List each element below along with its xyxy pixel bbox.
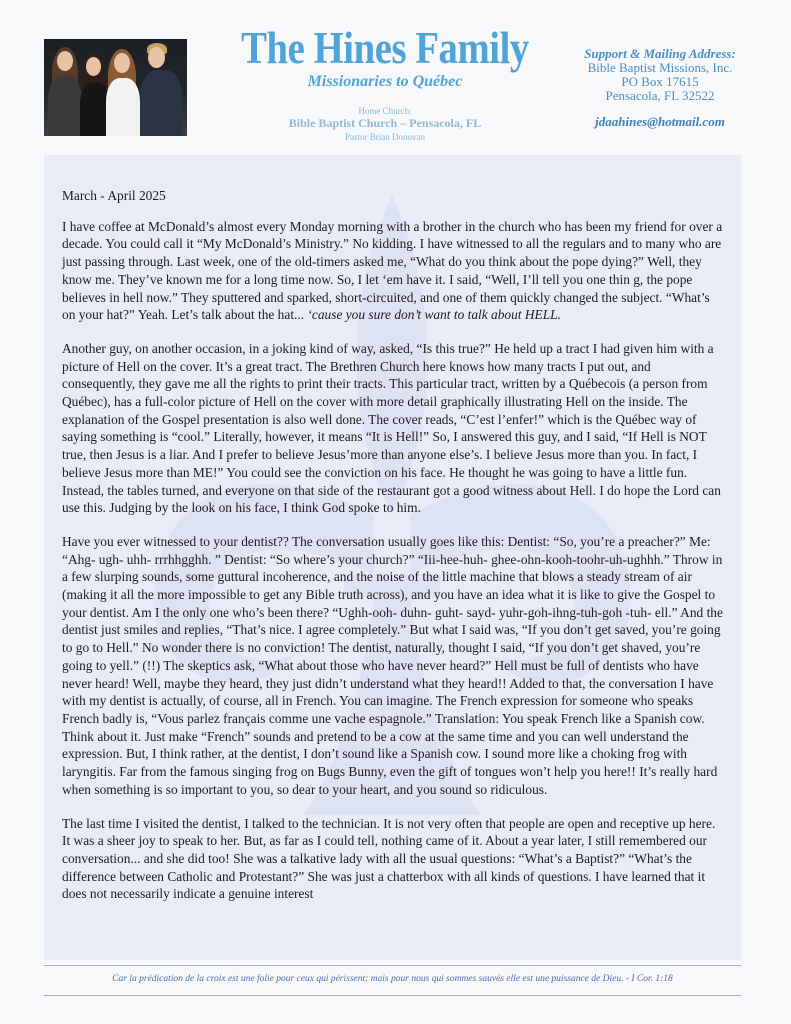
- email-link[interactable]: jdaahines@hotmail.com: [595, 114, 725, 129]
- support-heading: Support & Mailing Address:: [584, 46, 736, 61]
- page-title: The Hines Family: [241, 23, 529, 73]
- subtitle: Missionaries to Québec: [307, 73, 463, 90]
- family-photo: [44, 39, 187, 136]
- home-church-name: Bible Baptist Church – Pensacola, FL: [288, 116, 482, 130]
- support-address-block: [570, 47, 750, 129]
- footer-divider-bottom: [44, 995, 741, 996]
- support-org: Bible Baptist Missions, Inc.: [587, 60, 733, 75]
- paragraph-2: Another guy, on another occasion, in a joking kind of way, asked, “Is this true?” He held up a tract I had given him with a picture of Hell on the cover. It’s a great tract. The Brethren Church here knows how many tracts I put out, and consequently, they gave me all the rights to print their tracts. This particular tract, written by a Québecois (a person from Québec), has a full-color picture of Hell on the cover with more detail graphically illustrating Hell on the inside. The explanation of the Gospel presentation is also well done. The cover reads, “C’est l’enfer!” which is the Québec way of saying something is “cool.” Literally, however, it means “It is Hell!” So, I answered this guy, and I said, “If Hell is NOT true, then Jesus is a liar. And I prefer to believe Jesus’more than anyone else’s. I believe Jesus more than you. In fact, I believe Jesus more than ME!” You could see the conviction on his face. He thought he was going to have a little fun. Instead, the tables turned, and everyone on that side of the restaurant got a good witness about Hell. I do hope the Lord can use this. Judging by the look on his face, I think God spoke to him.: [62, 340, 721, 516]
- footer-divider-top: [44, 965, 741, 966]
- letter-body: [62, 187, 724, 919]
- letter-date: March - April 2025: [62, 188, 166, 203]
- home-church-label: Home Church:: [358, 106, 412, 116]
- paragraph-4: The last time I visited the dentist, I talked to the technician. It is not very often that people are open and receptive up here. It was a sheer joy to speak to her. But, as far as I could tell, nothing came of it. About a year later, I still remembered our conversation... and she did too! She was a talkative lady with all the usual questions: “What’s a Baptist?” “What’s the difference between Catholic and Protestant?” She was just a chatterbox with all kinds of questions. I have learned that it does not necessarily indicate a genuine interest: [62, 815, 716, 902]
- support-po-box: PO Box 17615: [621, 74, 699, 89]
- paragraph-1: I have coffee at McDonald’s almost every Monday morning with a brother in the church who has been my friend for over a decade. You could call it “My McDonald’s Ministry.” No kidding. I have witnessed to all the regulars and to many who are just passing through. Last week, one of the old-timers asked me, “What do you think about the pope dying?” Well, they know me. They’ve known me for a long time now. So, I let ‘em have it. I said, “Well, I’ll tell you one thin g, the pope believes in hell now.” They sputtered and sparked, short-circuited, and one of them quickly changed the subject. “What’s on your hat?” Yeah. Let’s talk about the hat... ‘cause you sure don’t want to talk about HELL.: [62, 218, 723, 323]
- support-city: Pensacola, FL 32522: [605, 88, 715, 103]
- paragraph-3: Have you ever witnessed to your dentist?? The conversation usually goes like this: Dentist: “So, you’re a preacher?” Me: “Ahg- ugh- uhh- rrrhhgghh. ” Dentist: “So where’s your church?” “Iii-hee-huh- ghee-ohn-kooh-toohr-uh-ughhh.” Throw in a few slurping sounds, some guttural incoherence, and the noise of the little machine that blows a steady stream of air (making it all the more impossible to get any Bible truth across), and you have an idea what it is like to give the Gospel to your dentist. Am I the only one who’s been there? “Ughh-ooh- duhn- guht- sayd- yuhr-goh-ihng-tuh-goh -tuh- ell.” And the dentist just smiles and replies, “That’s nice. I agree completely.” But what I said was, “If you don’t get saved, you’re going to go to Hell.” No wonder there is no conviction! The dentist, naturally, thought I said, “If you don’t get shaved, you’re going to yell.” (!!) The skeptics ask, “What about those who have never heard?” Hell must be full of dentists who have never heard! Well, maybe they heard, they just didn’t understand what they heard!! Added to that, the conversation I have with my dentist is actually, of course, all in French. You can imagine. The French expression for someone who speaks French badly is, “Vous parlez français comme une vache espagnole.” Translation: You speak French like a Spanish cow. Think about it. Just make “French” sounds and pretend to be a cow at the same time and you can well understand the expression. But, I think rather, at the dentist, I don’t sound like a Spanish cow. I sound more like a choking frog with laryngitis. Far from the famous singing frog on Bugs Bunny, even the gift of tongues won’t help you here!! It’s really hard when something is so important to you, so dear to your heart, and you sound so ridiculous.: [62, 533, 723, 797]
- footer-verse: Car la prédication de la croix est une folie pour ceux qui périssent; mais pour nous qui sommes sauvés elle est une puissance de Dieu. - I Cor. 1:18: [112, 974, 673, 984]
- pastor-name: Pastor Brian Donovan: [345, 132, 425, 142]
